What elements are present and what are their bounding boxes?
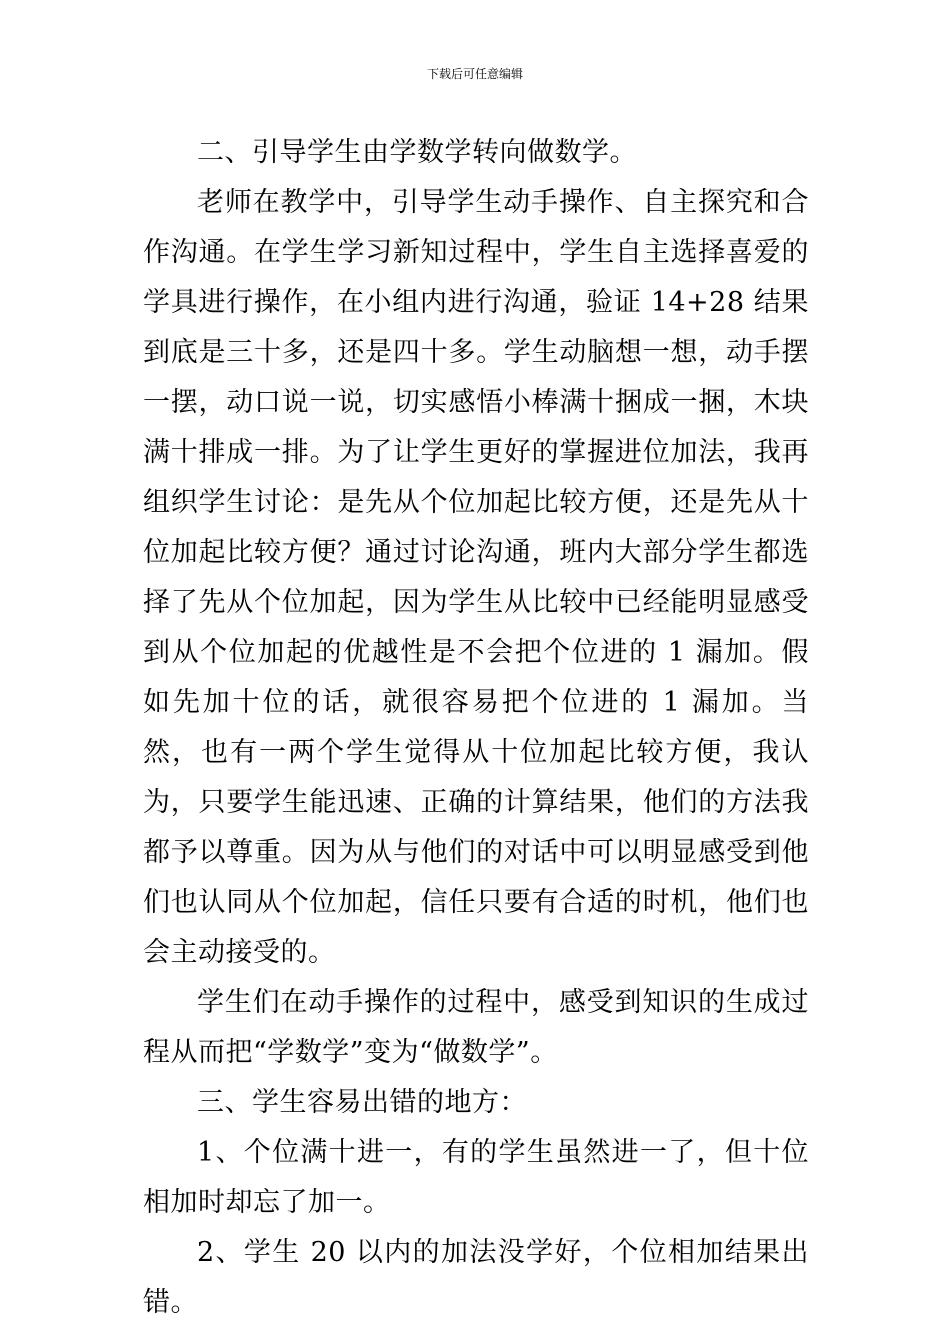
page-header: 下载后可任意编辑 [426,67,523,81]
document-body [143,128,809,1328]
list-item-error-1: 1、个位满十进一，有的学生虽然进一了，但十位相加时却忘了加一。 [143,1137,809,1218]
paragraph-doing-math: 学生们在动手操作的过程中，感受到知识的生成过程从而把“学数学”变为“做数学”。 [143,987,809,1068]
heading-section-two: 二、引导学生由学数学转向做数学。 [197,137,637,168]
paragraph-teaching-process: 老师在教学中，引导学生动手操作、自主探究和合作沟通。在学生学习新知过程中，学生自主选择喜爱的学具进行操作，在小组内进行沟通，验证 14+28 结果到底是三十多，还是四十多。学生动脑想一想，动手摆一摆，动口说一说，切实感悟小棒满十捆成一捆，木块满十排成一排。为了让学生更好的掌握进位加法，我再组织学生讨论：是先从个位加起比较方便，还是先从十位加起比较方便？通过讨论沟通，班内大部分学生都选择了先从个位加起，因为学生从比较中已经能明显感受到从个位加起的优越性是不会把个位进的 1 漏加。假如先加十位的话，就很容易把个位进的 1 漏加。当然，也有一两个学生觉得从十位加起比较方便，我认为，只要学生能迅速、正确的计算结果，他们的方法我都予以尊重。因为从与他们的对话中可以明显感受到他们也认同从个位加起，信任只要有合适的时机，他们也会主动接受的。 [143,187,810,968]
list-item-error-2: 2、学生 20 以内的加法没学好，个位相加结果出错。 [143,1237,809,1318]
heading-section-three: 三、学生容易出错的地方： [197,1087,527,1118]
